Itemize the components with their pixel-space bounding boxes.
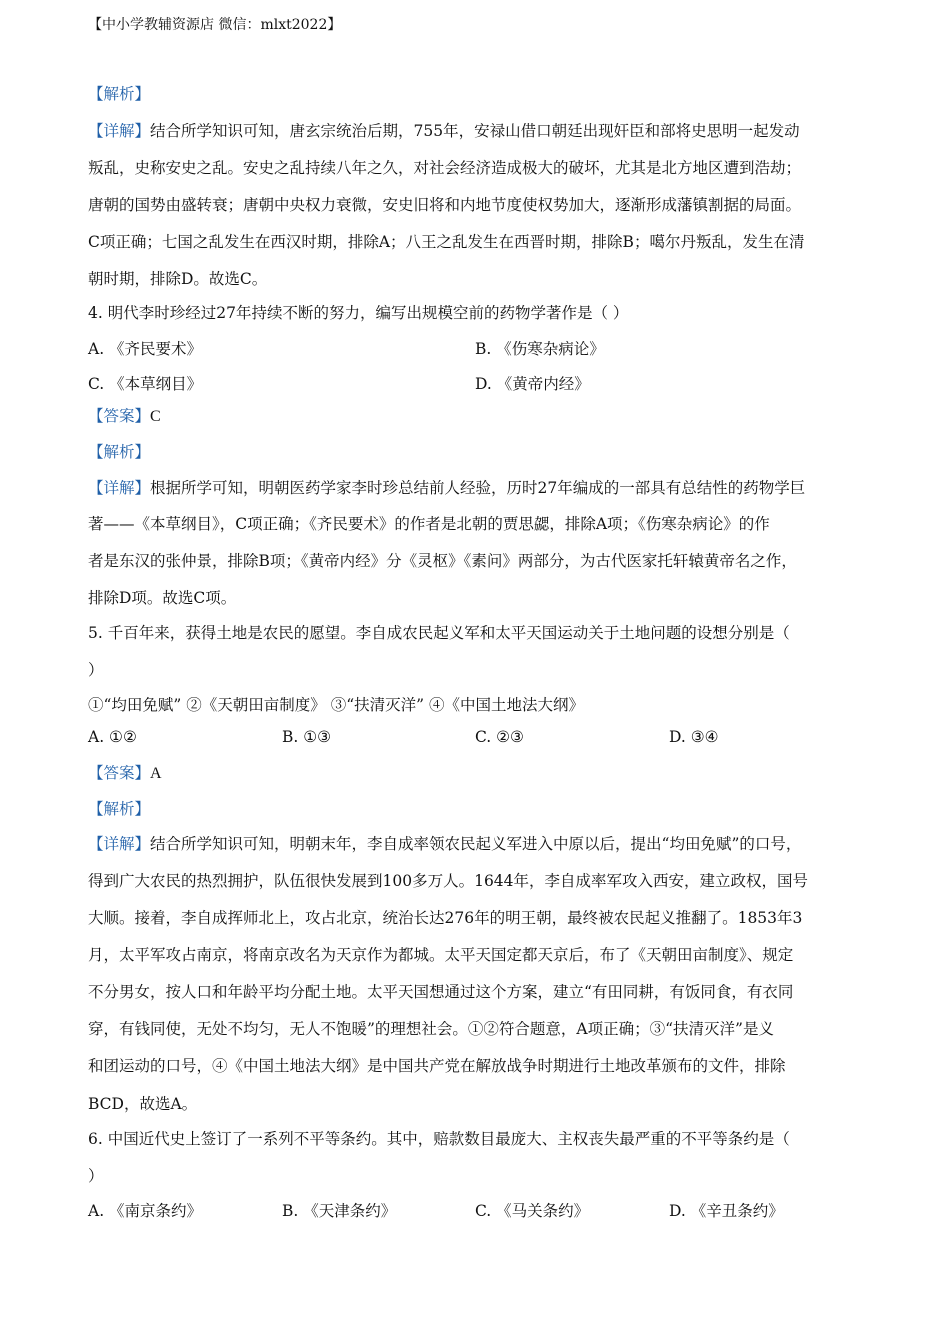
- q4-option-a: A. 《齐民要术》: [88, 340, 203, 358]
- q5-detail-tag: 【详解】: [88, 835, 151, 853]
- q4-option-d: D. 《黄帝内经》: [475, 375, 590, 393]
- q5-detail-line-1: 【详解】结合所学知识可知，明朝末年，李自成率领农民起义军进入中原以后，提出“均田免赋”的口号，: [88, 835, 802, 853]
- q5-detail-line-2: 得到广大农民的热烈拥护，队伍很快发展到100多万人。1644年，李自成率军攻入西安，建立政权，国号: [88, 872, 809, 890]
- q4-detail-line-3: 者是东汉的张仲景，排除B项；《黄帝内经》分《灵枢》《素问》两部分，为古代医家托轩辕黄帝名之作，: [88, 552, 797, 570]
- q3-detail-line-4: C项正确；七国之乱发生在西汉时期，排除A；八王之乱发生在西晋时期，排除B；噶尔丹叛乱，发生在清: [88, 233, 805, 251]
- q5-question-line-1: 5. 千百年来，获得土地是农民的愿望。李自成农民起义军和太平天国运动关于土地问题的设想分别是（: [88, 624, 790, 642]
- q5-detail-line-4: 月，太平军攻占南京，将南京改名为天京作为都城。太平天国定都天京后，布了《天朝田亩制度》、规定: [88, 946, 794, 964]
- q6-question-line-2: ）: [88, 1167, 104, 1185]
- q6-option-b: B. 《天津条约》: [282, 1202, 397, 1220]
- q5-detail-line-6: 穿，有钱同使，无处不均匀，无人不饱暖”的理想社会。①②符合题意，A项正确；③“扶清灭洋”是义: [88, 1020, 774, 1038]
- q6-option-d: D. 《辛丑条约》: [669, 1202, 784, 1220]
- q3-detail-line-2: 叛乱，史称安史之乱。安史之乱持续八年之久，对社会经济造成极大的破坏，尤其是北方地区遭到浩劫；: [88, 159, 802, 177]
- q4-answer: [88, 404, 161, 426]
- q5-detail-line-7: 和团运动的口号，④《中国土地法大纲》是中国共产党在解放战争时期进行土地改革颁布的文件，排除: [88, 1057, 786, 1075]
- q5-option-b: B. ①③: [282, 728, 332, 746]
- q5-answer-value: A: [150, 765, 162, 782]
- q5-answer-tag: 【答案】: [88, 764, 151, 782]
- q5-option-d: D. ③④: [669, 728, 719, 746]
- q3-detail-tag: 【详解】: [88, 122, 151, 140]
- q3-detail-line-3: 唐朝的国势由盛转衰；唐朝中央权力衰微，安史旧将和内地节度使权势加大，逐渐形成藩镇割据的局面。: [88, 196, 802, 214]
- q3-analysis-tag: 【解析】: [88, 85, 151, 103]
- q5-detail-line-8: BCD，故选A。: [88, 1095, 198, 1113]
- q5-answer: [88, 761, 162, 783]
- q3-detail-line-5: 朝时期，排除D。故选C。: [88, 270, 268, 288]
- q4-question: 4. 明代李时珍经过27年持续不断的努力，编写出规模空前的药物学著作是（ ）: [88, 304, 629, 322]
- q5-analysis-tag: 【解析】: [88, 800, 151, 818]
- q4-option-b: B. 《伤寒杂病论》: [475, 340, 605, 358]
- page-header: 【中小学教辅资源店 微信：mlxt2022】: [88, 17, 342, 33]
- q4-detail-line-2: 著——《本草纲目》，C项正确；《齐民要术》的作者是北朝的贾思勰，排除A项；《伤寒杂病论》的作: [88, 515, 770, 533]
- q5-option-a: A. ①②: [88, 728, 137, 746]
- q6-question-line-1: 6. 中国近代史上签订了一系列不平等条约。其中，赔款数目最庞大、主权丧失最严重的不平等条约是（: [88, 1130, 790, 1148]
- q4-answer-value: C: [150, 408, 161, 425]
- q3-detail-line-1: 【详解】结合所学知识可知，唐玄宗统治后期，755年，安禄山借口朝廷出现奸臣和部将史思明一起发动: [88, 122, 800, 140]
- q5-option-c: C. ②③: [475, 728, 524, 746]
- q4-answer-tag: 【答案】: [88, 407, 151, 425]
- q4-detail-line-1: 【详解】根据所学可知，明朝医药学家李时珍总结前人经验，历时27年编成的一部具有总结性的药物学巨: [88, 479, 806, 497]
- q6-option-c: C. 《马关条约》: [475, 1202, 590, 1220]
- q5-detail-line-3: 大顺。接着，李自成挥师北上，攻占北京，统治长达276年的明王朝，最终被农民起义推翻了。1853年3: [88, 909, 803, 927]
- q4-detail-tag: 【详解】: [88, 479, 151, 497]
- q4-detail-line-4: 排除D项。故选C项。: [88, 589, 237, 607]
- q5-detail-line-5: 不分男女，按人口和年龄平均分配土地。太平天国想通过这个方案，建立“有田同耕，有饭同食，有衣同: [88, 983, 794, 1001]
- q6-option-a: A. 《南京条约》: [88, 1202, 203, 1220]
- q4-option-c: C. 《本草纲目》: [88, 375, 203, 393]
- q4-analysis-tag: 【解析】: [88, 443, 151, 461]
- q5-items: ①“均田免赋” ②《天朝田亩制度》 ③“扶清灭洋” ④《中国土地法大纲》: [88, 696, 584, 714]
- q5-question-line-2: ）: [88, 661, 104, 679]
